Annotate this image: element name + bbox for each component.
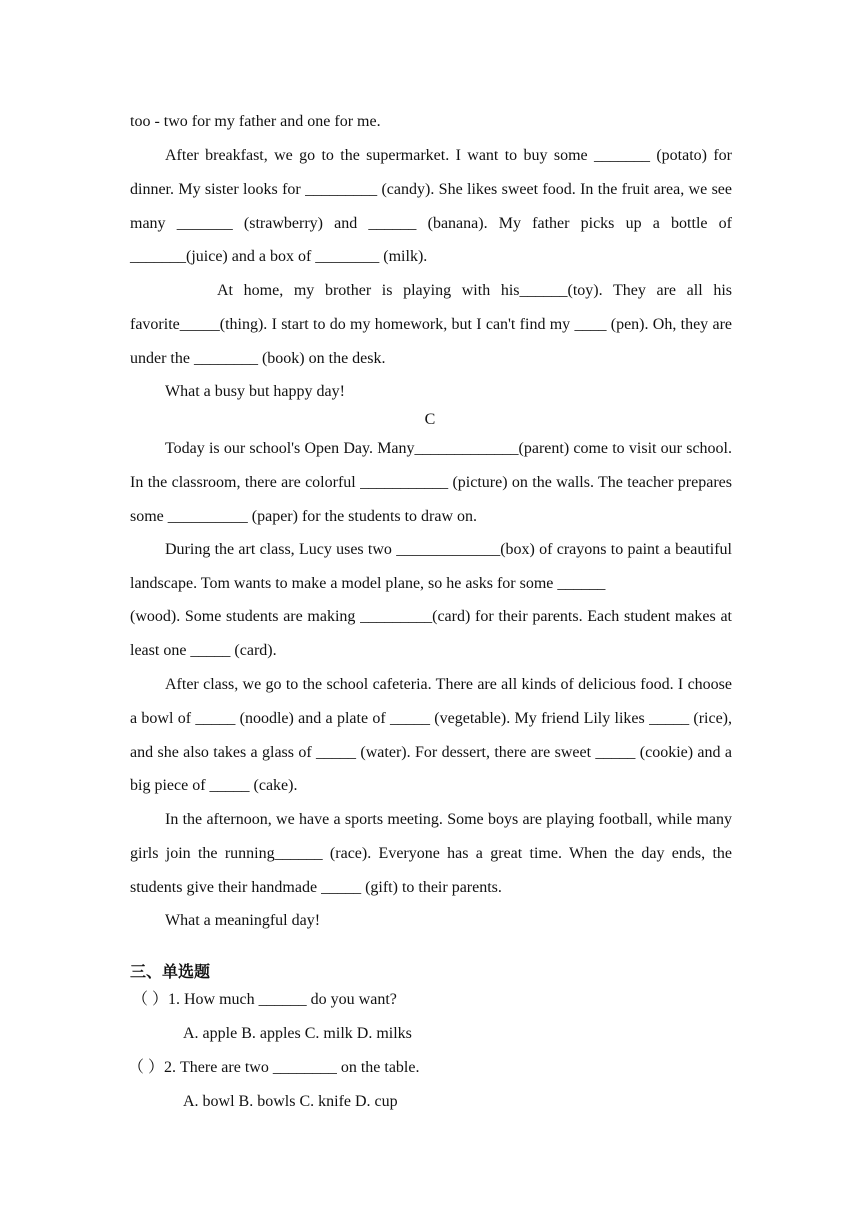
question-2-stem: （ ）2. There are two ________ on the table. [128,1059,420,1076]
question-1-stem: （ ）1. How much ______ do you want? [132,991,397,1008]
passage-c-label: C [424,411,436,428]
section-heading: 三、单选题 [130,962,211,981]
passage-c-paragraph-1: Today is our school's Open Day. Many_____________(parent) come to visit our school. In the classroom, there are colorful ___________ (picture) on the walls. The teacher prepares some __________ (paper) for the students to draw on. [130,440,732,525]
question-1-options: A. apple B. apples C. milk D. milks [183,1025,412,1042]
passage-b-closing: What a busy but happy day! [165,383,345,400]
passage-c-closing: What a meaningful day! [165,912,321,929]
passage-c-paragraph-4: In the afternoon, we have a sports meeting. Some boys are playing football, while many girls join the running______ (race). Everyone has a great time. When the day ends, the students give their handmade _____ (gift) to their parents. [130,811,732,896]
passage-b-paragraph-2: At home, my brother is playing with his______(toy). They are all his favorite_____(thing). I start to do my homework, but I can't find my ____ (pen). Oh, they are under the ________ (book) on the desk. [130,282,732,367]
passage-b-paragraph-1: After breakfast, we go to the supermarket. I want to buy some _______ (potato) for dinner. My sister looks for _________ (candy). She likes sweet food. In the fruit area, we see many _______ (strawberry) and ______ (banana). My father picks up a bottle of _______(juice) and a box of ________ (milk). [130,147,732,266]
passage-b-line-0: too - two for my father and one for me. [130,113,381,130]
passage-c-paragraph-2-continued: (wood). Some students are making _________(card) for their parents. Each student makes at least one _____ (card). [130,608,732,659]
question-2-options: A. bowl B. bowls C. knife D. cup [183,1093,398,1110]
passage-c-paragraph-2: During the art class, Lucy uses two _____________(box) of crayons to paint a beautiful landscape. Tom wants to make a model plane, so he asks for some ______ [130,541,732,592]
passage-c-paragraph-3: After class, we go to the school cafeteria. There are all kinds of delicious food. I choose a bowl of _____ (noodle) and a plate of _____ (vegetable). My friend Lily likes _____ (rice), and she also takes a glass of _____ (water). For dessert, there are sweet _____ (cookie) and a big piece of _____ (cake). [130,676,732,795]
